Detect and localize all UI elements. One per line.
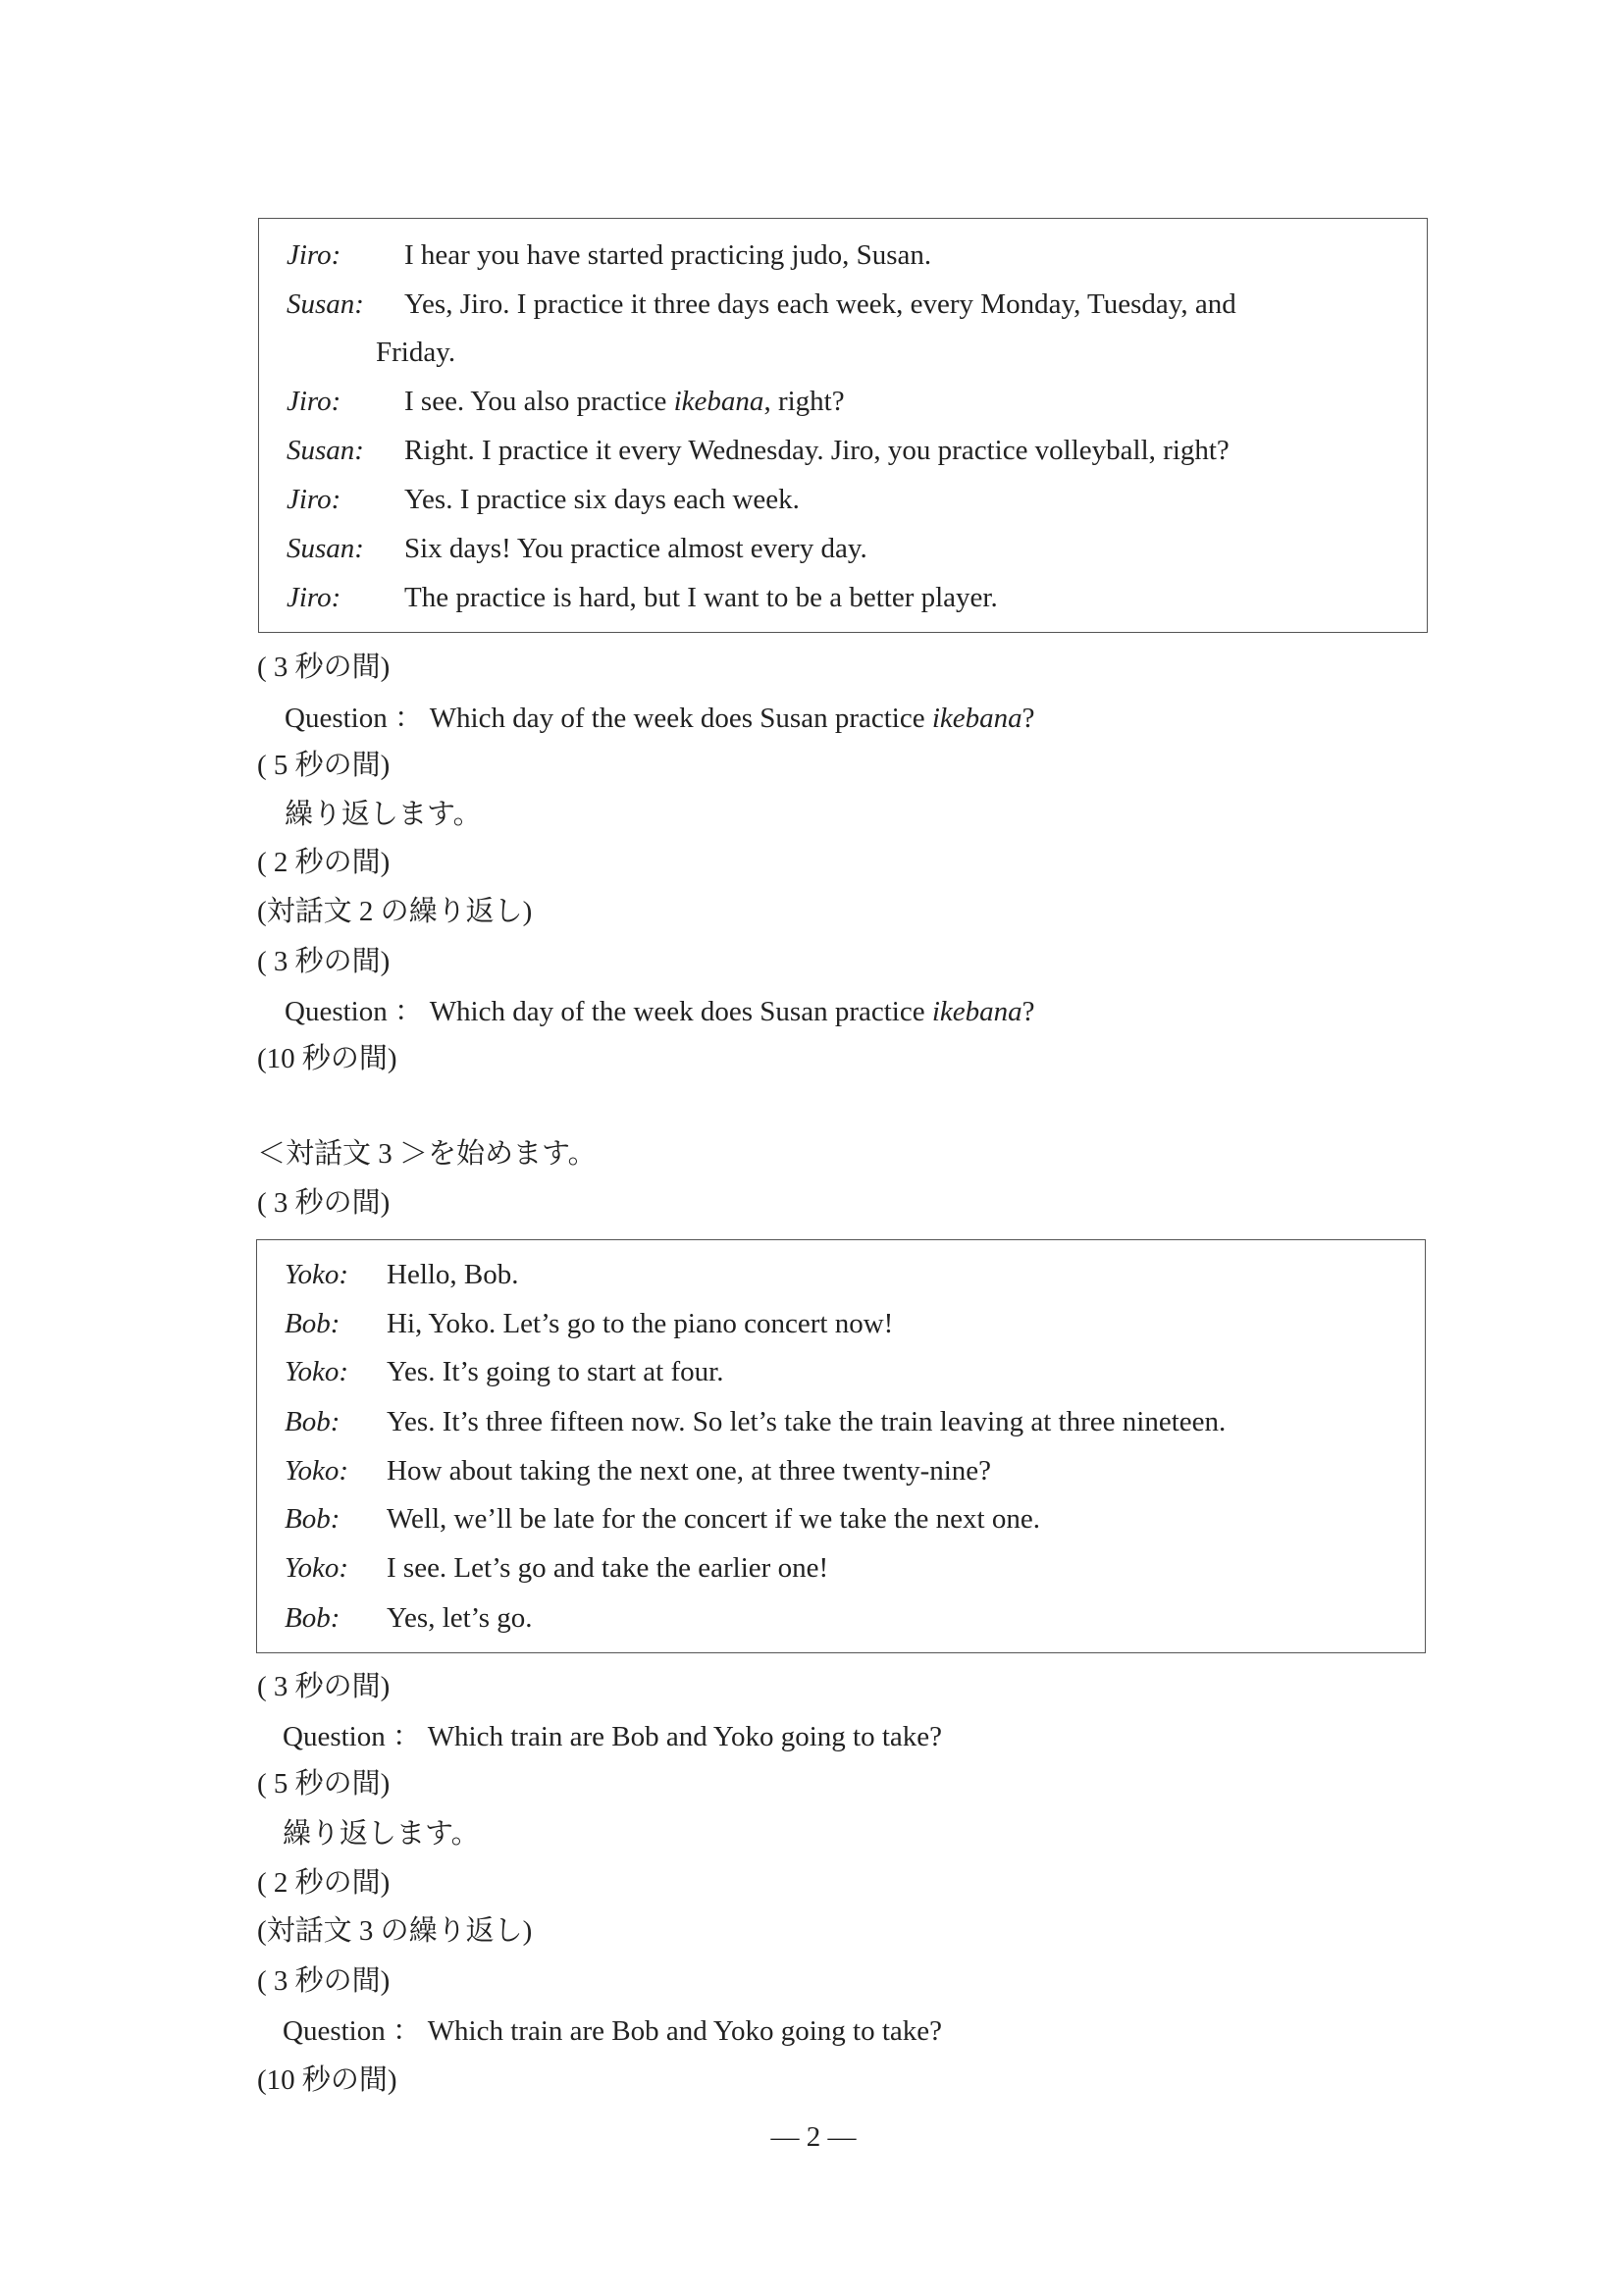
line-continuation: Friday.: [376, 337, 456, 368]
line: Yes. It’s three fifteen now. So let’s take the train leaving at three nineteen.: [387, 1406, 1227, 1437]
speaker: Yoko:: [285, 1552, 348, 1584]
line: Right. I practice it every Wednesday. Jiro, you practice volleyball, right?: [404, 435, 1230, 466]
line: Yes, Jiro. I practice it three days each week, every Monday, Tuesday, and: [404, 288, 1236, 320]
line: Six days! You practice almost every day.: [404, 533, 867, 564]
speaker: Jiro:: [287, 239, 341, 271]
line: Yes. I practice six days each week.: [404, 484, 800, 515]
question: Question ： Which train are Bob and Yoko going to take?: [283, 1721, 942, 1752]
pause: ( 5 秒の間): [257, 750, 391, 781]
speaker: Bob:: [285, 1602, 340, 1634]
repeat-note: 繰り返します。: [283, 1818, 480, 1850]
line: Well, we’ll be late for the concert if we take the next one.: [387, 1503, 1040, 1535]
pause: (10 秒の間): [257, 2064, 397, 2096]
pause: ( 3 秒の間): [257, 652, 391, 683]
line: The practice is hard, but I want to be a better player.: [404, 582, 998, 613]
speaker: Jiro:: [287, 386, 341, 417]
question: Question ： Which day of the week does Susan practice ikebana?: [285, 703, 1035, 734]
speaker: Yoko:: [285, 1455, 348, 1487]
line: Yes. It’s going to start at four.: [387, 1356, 724, 1387]
speaker: Bob:: [285, 1503, 340, 1535]
pause: ( 3 秒の間): [257, 1671, 391, 1702]
page-number: — 2 —: [770, 2121, 857, 2153]
line: Hi, Yoko. Let’s go to the piano concert now!: [387, 1308, 894, 1339]
pause: ( 3 秒の間): [257, 946, 391, 977]
speaker: Bob:: [285, 1308, 340, 1339]
line: Yes, let’s go.: [387, 1602, 533, 1634]
speaker: Susan:: [287, 288, 364, 320]
line: Hello, Bob.: [387, 1259, 519, 1290]
dialogue-3-intro: ＜対話文 3 ＞を始めます。: [257, 1138, 597, 1170]
repeat-instruction: (対話文 2 の繰り返し): [257, 896, 533, 927]
dialogue-3-box: [256, 1239, 1426, 1653]
line: I see. You also practice ikebana, right?: [404, 386, 845, 417]
speaker: Bob:: [285, 1406, 340, 1437]
pause: (10 秒の間): [257, 1043, 397, 1074]
line: How about taking the next one, at three twenty-nine?: [387, 1455, 992, 1487]
line: I see. Let’s go and take the earlier one!: [387, 1552, 829, 1584]
speaker: Susan:: [287, 533, 364, 564]
dialogue-2-box: [258, 218, 1428, 633]
pause: ( 2 秒の間): [257, 1867, 391, 1899]
speaker: Jiro:: [287, 484, 341, 515]
pause: ( 3 秒の間): [257, 1187, 391, 1219]
repeat-note: 繰り返します。: [285, 799, 482, 830]
speaker: Yoko:: [285, 1356, 348, 1387]
speaker: Jiro:: [287, 582, 341, 613]
line: I hear you have started practicing judo, Susan.: [404, 239, 932, 271]
speaker: Susan:: [287, 435, 364, 466]
question: Question ： Which train are Bob and Yoko going to take?: [283, 2015, 942, 2047]
question: Question ： Which day of the week does Susan practice ikebana?: [285, 996, 1035, 1027]
pause: ( 5 秒の間): [257, 1768, 391, 1800]
pause: ( 2 秒の間): [257, 847, 391, 878]
repeat-instruction: (対話文 3 の繰り返し): [257, 1915, 533, 1947]
pause: ( 3 秒の間): [257, 1965, 391, 1997]
speaker: Yoko:: [285, 1259, 348, 1290]
